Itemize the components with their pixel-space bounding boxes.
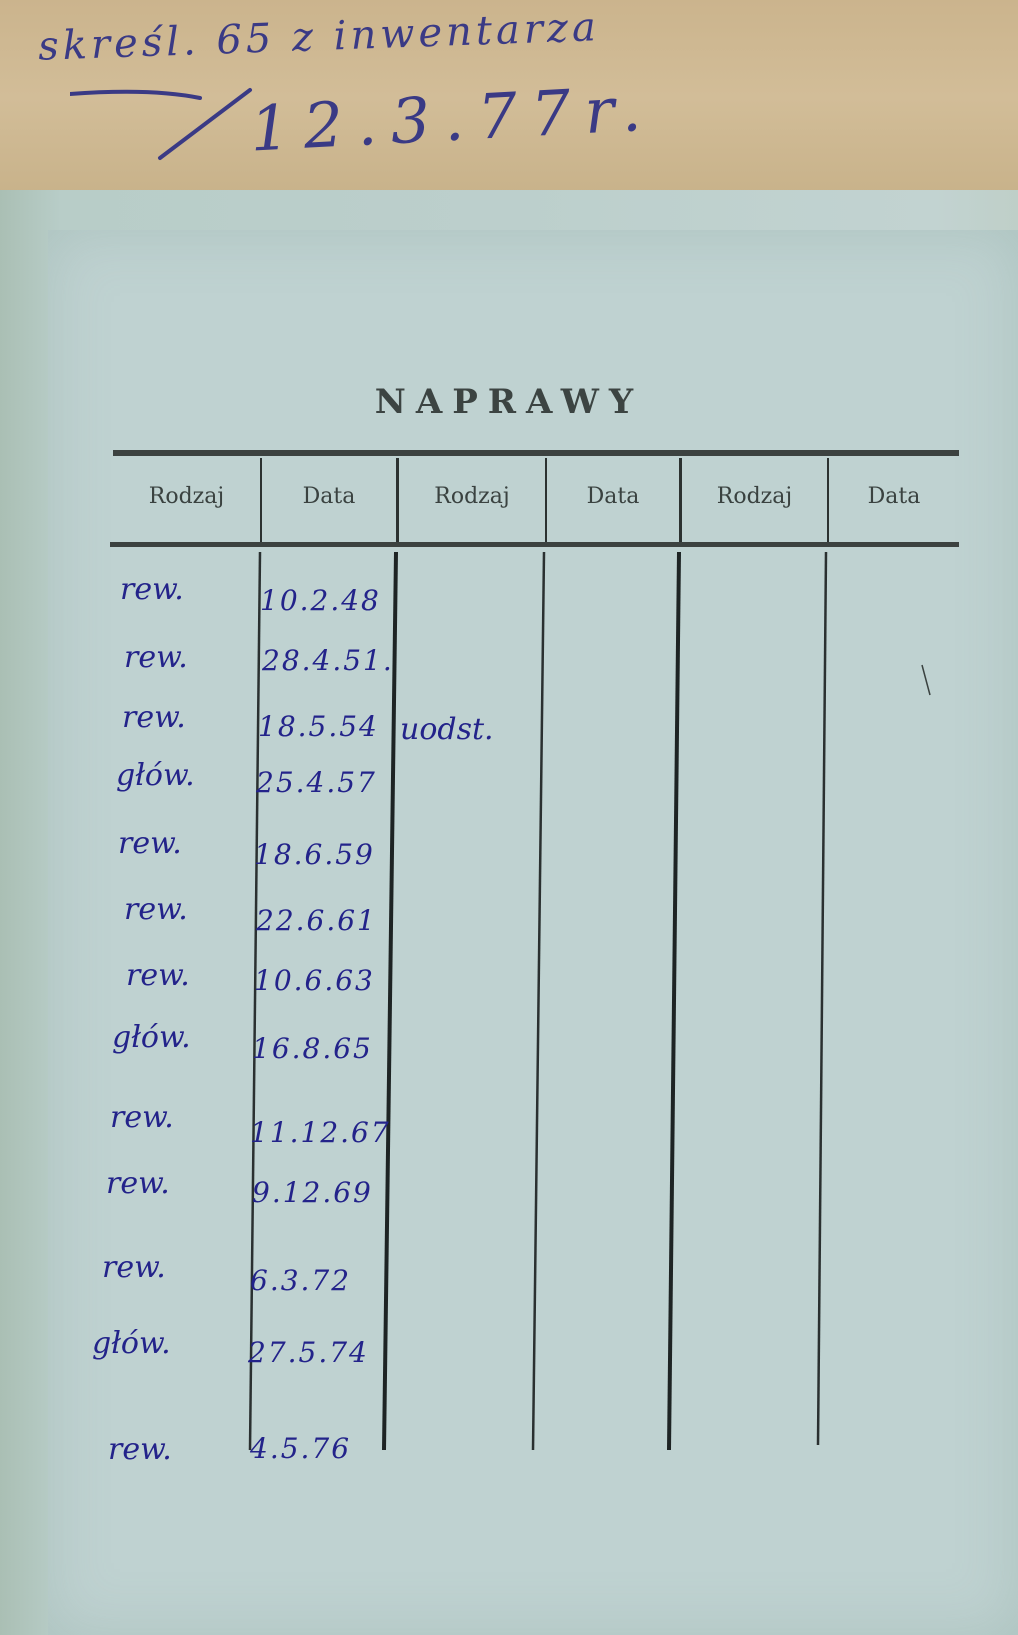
column-header: Rodzaj <box>716 484 793 509</box>
annotation-line-2: 12.3.77r. <box>248 71 657 166</box>
entry-kind: rew. <box>120 572 184 607</box>
entry-kind: rew. <box>124 892 188 927</box>
entry-kind: rew. <box>118 826 182 861</box>
entry-kind: rew. <box>122 700 186 735</box>
entry-date: 6.3.72 <box>250 1264 352 1297</box>
annotation-line-1: skreśl. 65 z inwentarza <box>37 4 601 70</box>
entry-date: 27.5.74 <box>248 1336 369 1369</box>
entry-date: 11.12.67 <box>250 1116 391 1149</box>
entry-date: 10.6.63 <box>254 964 375 997</box>
entry-date: 16.8.65 <box>252 1032 373 1065</box>
entry-date: 25.4.57 <box>256 766 377 799</box>
entry-date: 4.5.76 <box>250 1432 352 1465</box>
column-header: Rodzaj <box>148 484 225 509</box>
entry-kind: głów. <box>112 1020 191 1055</box>
entry-kind: rew. <box>106 1166 170 1201</box>
column-header: Data <box>867 484 921 509</box>
entry-date: 9.12.69 <box>252 1176 373 1209</box>
entry-date: 22.6.61 <box>256 904 377 937</box>
entry-kind-extra: uodst. <box>400 712 494 747</box>
entry-date: 18.5.54 <box>258 710 379 743</box>
entry-date: 10.2.48 <box>260 584 381 617</box>
entry-kind: rew. <box>108 1432 172 1467</box>
entry-kind: głów. <box>92 1326 171 1361</box>
column-header: Data <box>586 484 640 509</box>
entry-kind: rew. <box>126 958 190 993</box>
entry-kind: rew. <box>102 1250 166 1285</box>
column-header: Data <box>302 484 356 509</box>
entry-kind: rew. <box>124 640 188 675</box>
entry-date: 18.6.59 <box>254 838 375 871</box>
entry-date: 28.4.51. <box>262 644 394 677</box>
column-header: Rodzaj <box>434 484 510 509</box>
entry-kind: głów. <box>116 758 195 793</box>
entry-kind: rew. <box>110 1100 174 1135</box>
form-title: NAPRAWY <box>374 382 644 422</box>
